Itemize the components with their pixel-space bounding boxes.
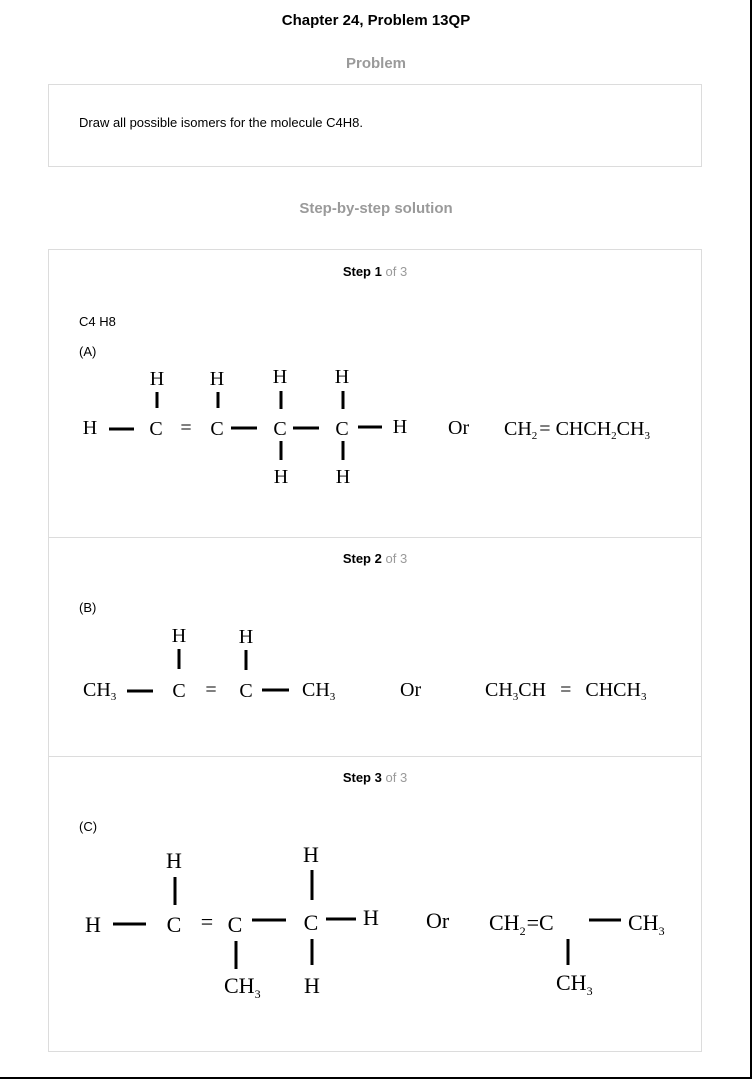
atom-h: H: [334, 366, 350, 388]
condensed-formula: [489, 910, 665, 998]
atom-h: H: [238, 626, 254, 648]
atom-ch3: $CH_3$: [224, 973, 261, 1001]
structure-a: [49, 250, 701, 537]
atom-h: H: [392, 416, 408, 438]
step-of-total: of 3: [385, 551, 408, 566]
step-3: [49, 757, 701, 1052]
solution-box: [48, 249, 702, 1052]
step-word: Step: [342, 264, 371, 279]
step-number: 1: [374, 264, 382, 279]
atom-c: C: [166, 912, 182, 937]
step-2-label: (B): [79, 600, 97, 615]
problem-box: [48, 84, 702, 167]
atom-h: H: [166, 848, 182, 873]
step-1: [49, 250, 701, 537]
chapter-title: Chapter 24, Problem 13QP: [281, 12, 471, 29]
step-of-total: of 3: [385, 264, 408, 279]
atom-h: H: [149, 368, 165, 390]
atom-h: H: [363, 905, 379, 930]
atom-c: C: [273, 418, 287, 440]
atom-c: C: [303, 910, 319, 935]
step-1-intro: C4 H8: [79, 314, 116, 329]
step-3-label: (C): [79, 819, 98, 834]
condensed-formula: $CH_3CH$ = $CHCH_3$: [485, 679, 647, 703]
step-of-total: of 3: [385, 770, 408, 785]
atom-h: H: [209, 368, 225, 390]
atom-ch3: $CH_3$: [83, 679, 117, 703]
atom-c: C: [239, 680, 253, 702]
step-1-label: (A): [79, 344, 97, 359]
double-bond: =: [180, 417, 192, 439]
atom-h: H: [335, 466, 351, 488]
step-word: Step: [342, 551, 371, 566]
atom-h: H: [171, 625, 187, 647]
svg-text:CH3: $CH_3$: [628, 910, 665, 938]
step-number: 3: [374, 770, 382, 785]
svg-text:CH3: $CH_3$: [556, 970, 593, 998]
problem-text: Draw all possible isomers for the molecule C4H8.: [79, 115, 363, 130]
solution-heading: Step-by-step solution: [299, 200, 453, 217]
atom-h: H: [303, 842, 319, 867]
atom-h: H: [304, 973, 320, 998]
double-bond: =: [200, 909, 214, 934]
step-number: 2: [374, 551, 382, 566]
svg-text:CH2=C: $CH_2=C$: [489, 910, 554, 938]
atom-h: H: [272, 366, 288, 388]
problem-heading: Problem: [345, 55, 406, 72]
atom-c: C: [149, 418, 163, 440]
structure-c: [49, 757, 701, 1052]
structure-b: [49, 538, 701, 756]
atom-h: H: [273, 466, 289, 488]
atom-c: C: [210, 418, 224, 440]
atom-h: H: [82, 417, 98, 439]
condensed-formula: $CH_2$ = $CHCH_2CH_3$: [504, 418, 650, 442]
or-label: Or: [448, 417, 470, 439]
atom-h: H: [85, 912, 101, 937]
step-word: Step: [342, 770, 371, 785]
or-label: Or: [400, 679, 422, 701]
double-bond: =: [205, 679, 217, 701]
atom-c: C: [335, 418, 349, 440]
atom-c: C: [227, 912, 243, 937]
atom-c: C: [172, 680, 186, 702]
step-2: [49, 538, 701, 756]
or-label: Or: [426, 908, 450, 933]
atom-ch3: $CH_3$: [302, 679, 336, 703]
